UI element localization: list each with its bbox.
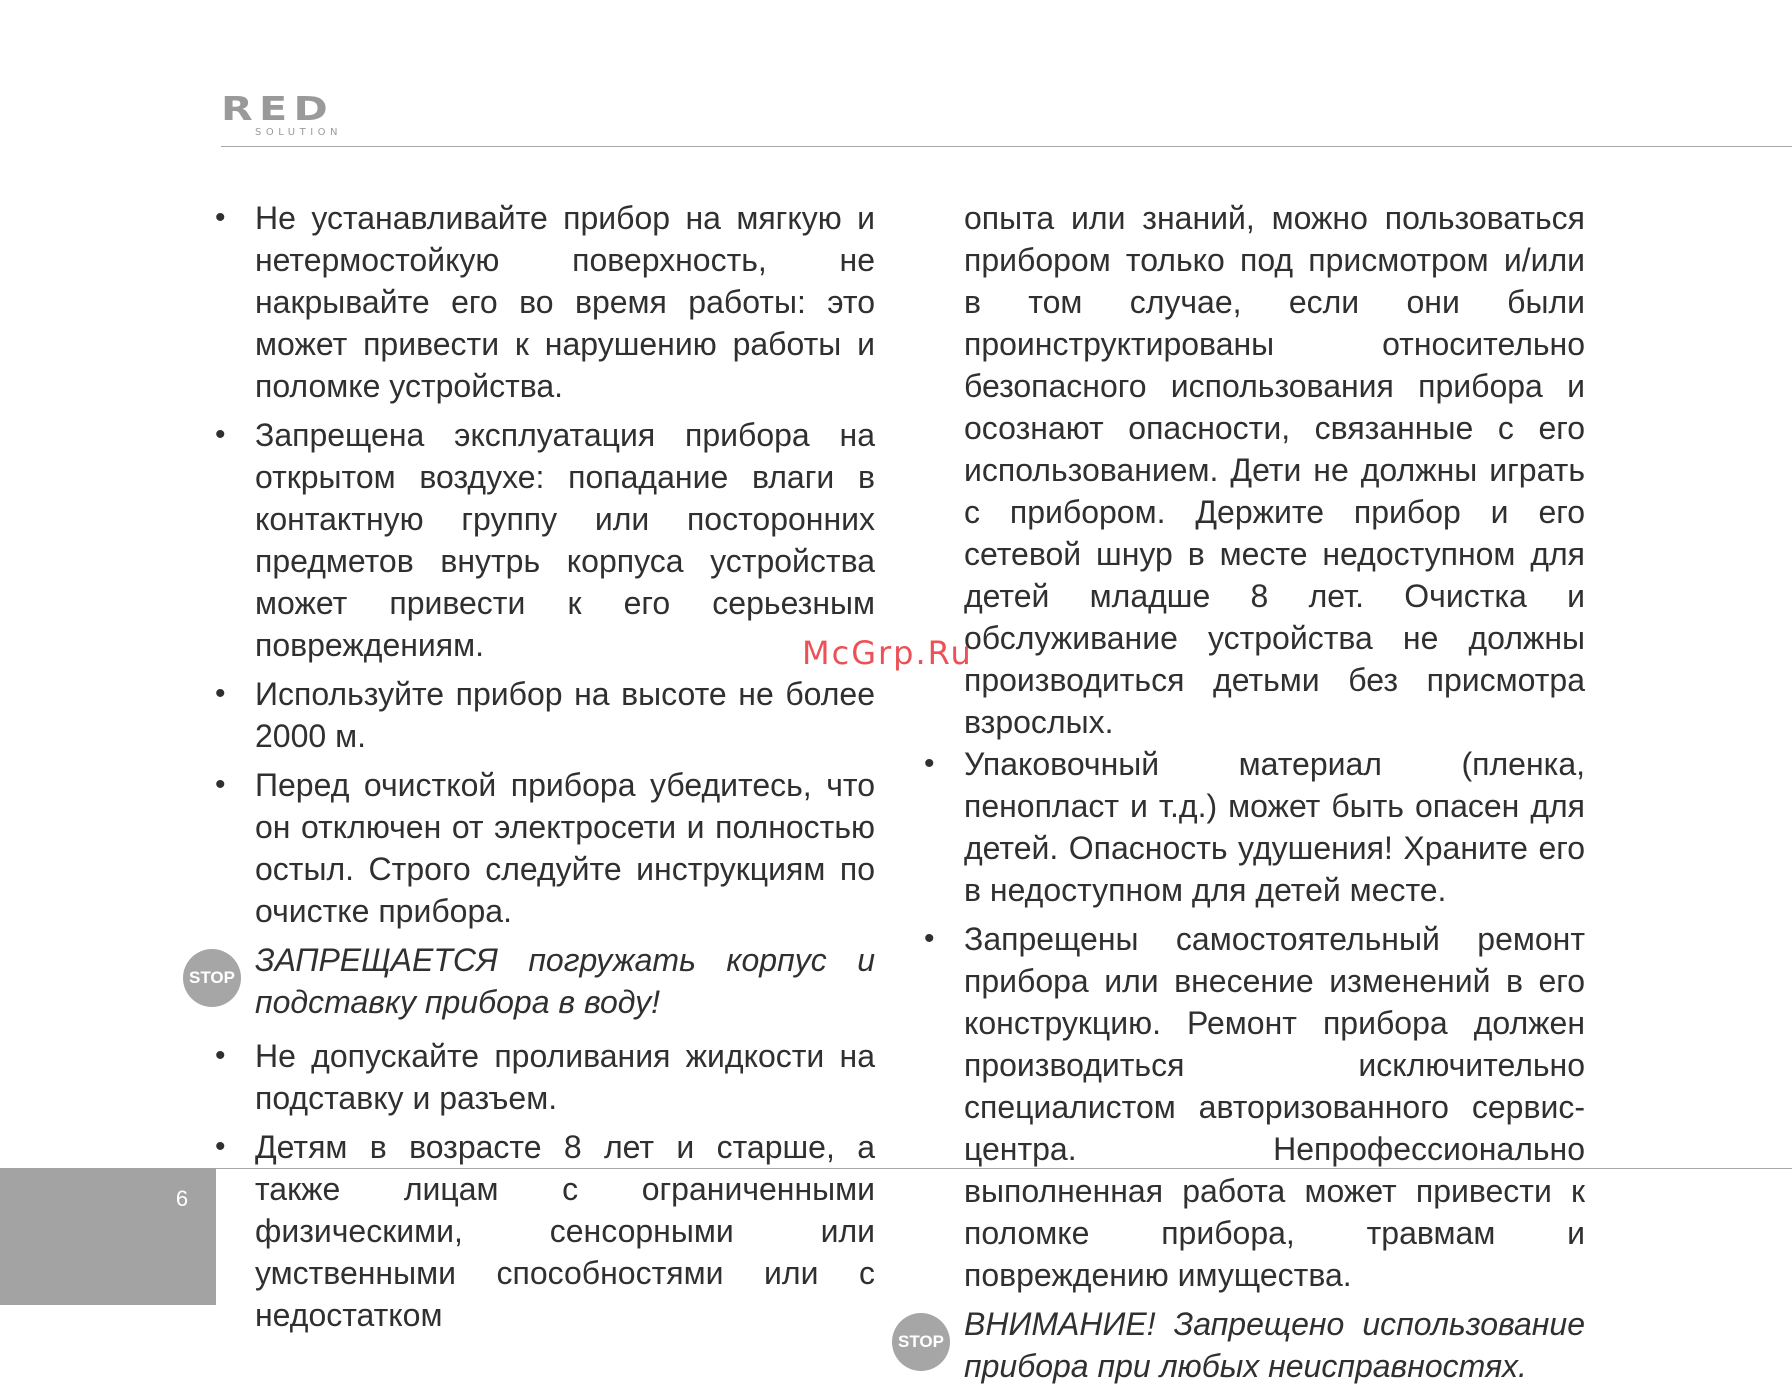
list-item-text: Запрещены самостоятельный ремонт прибора или внесение изменений в его конструкцию. Ремонт прибора должен производиться исключительно специалистом авторизованного сервис-центра. Непрофессионально выполненная работа может привести к поломке прибора, травмам и повреждению имущества. [964,921,1585,1293]
list-item [215,673,875,757]
right-column [898,197,1585,1399]
warning-note [189,939,875,1023]
list-item-text: Перед очисткой прибора убедитесь, что он отключен от электросети и полностью остыл. Строго следуйте инструкциям по очистке прибора. [255,767,875,929]
watermark: McGrp.Ru [802,634,973,672]
stop-sign-icon: STOP [892,1313,950,1371]
list-item-text: Используйте прибор на высоте не более 2000 м. [255,676,875,754]
bullet-icon: • [215,1039,226,1072]
brand-logo [221,89,371,140]
continued-paragraph: опыта или знаний, можно пользоваться прибором только под присмотром и/или в том случае, если они были проинструктированы относительно безопасного использования прибора и осознают опасности, связанные с его использованием. Дети не должны играть с прибором. Держите прибор и его сетевой шнур в месте недоступном для детей младше 8 лет. Очистка и обслуживание устройства не должны производиться детьми без присмотра взрослых. [964,200,1585,740]
bullet-icon: • [215,768,226,801]
bullet-icon: • [215,418,226,451]
left-column [189,197,875,1343]
list-item [215,764,875,932]
bullet-icon: • [924,922,935,955]
brand-logo-subtext: SOLUTION [255,127,343,138]
warning-note [898,1303,1585,1387]
bullet-icon: • [215,1130,226,1163]
list-item-text: Упаковочный материал (пленка, пенопласт и т.д.) может быть опасен для детей. Опасность удушения! Храните его в недоступном для детей месте. [964,746,1585,908]
footer-divider [0,1168,1792,1169]
list-item [215,1035,875,1119]
bullet-icon: • [924,747,935,780]
list-item-text: Не устанавливайте прибор на мягкую и нетермостойкую поверхность, не накрывайте его во время работы: это может привести к нарушению работы и поломке устройства. [255,200,875,404]
bullet-icon: • [215,677,226,710]
warning-text: ЗАПРЕЩАЕТСЯ погружать корпус и подставку прибора в воду! [255,942,875,1020]
list-item-text: Не допускайте проливания жидкости на подставку и разъем. [255,1038,875,1116]
list-item [924,743,1585,911]
list-item-text: Детям в возрасте 8 лет и старше, а также лицам с ограниченными физическими, сенсорными или умственными способностями или с недостатком [255,1129,875,1333]
bullet-icon: • [215,201,226,234]
stop-sign-icon: STOP [183,949,241,1007]
warning-text: ВНИМАНИЕ! Запрещено использование прибора при любых неисправностях. [964,1306,1585,1384]
list-item-text: Запрещена эксплуатация прибора на открытом воздухе: попадание влаги в контактную группу или посторонних предметов внутрь корпуса устройства может привести к его серьезным повреждениям. [255,417,875,663]
list-item [215,197,875,407]
brand-logo-text: RED [221,89,334,128]
list-item [215,414,875,666]
list-item [924,918,1585,1296]
page-number: 6 [175,1186,189,1211]
header-divider [221,146,1792,147]
